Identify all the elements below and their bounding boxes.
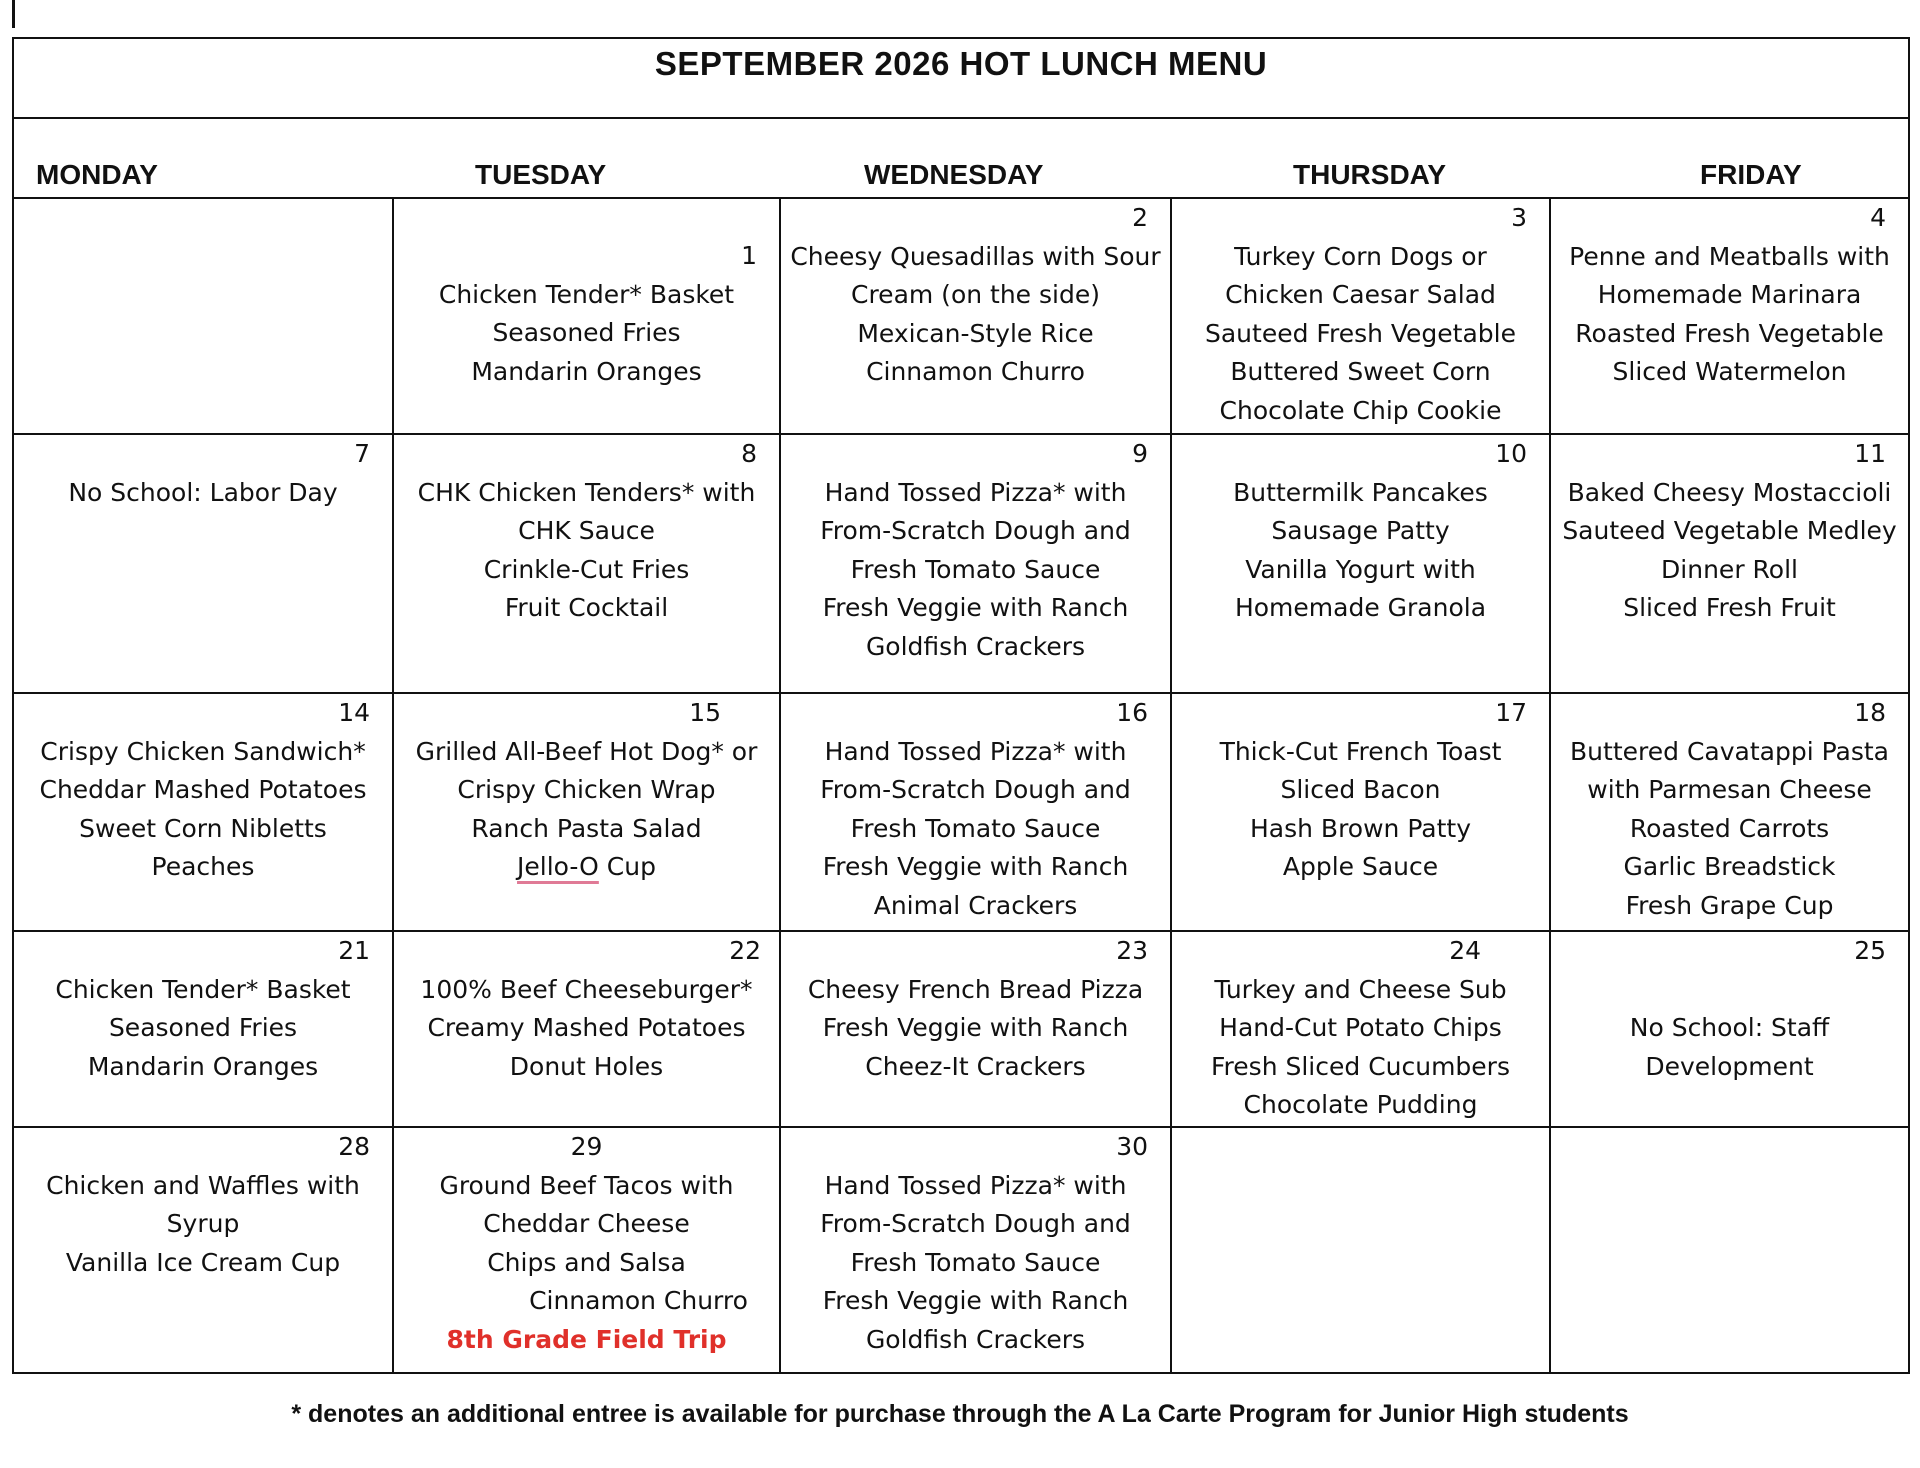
menu-item: Chocolate Chip Cookie — [1219, 395, 1502, 425]
menu-item: Crinkle-Cut Fries — [483, 554, 690, 584]
day-number: 16 — [1116, 698, 1148, 727]
menu-item: Buttered Cavatappi Pasta — [1570, 736, 1890, 766]
menu-item: Chips and Salsa — [487, 1247, 686, 1277]
menu-item: Chicken Tender* Basket — [55, 974, 351, 1004]
menu-item: Hand Tossed Pizza* with — [824, 736, 1127, 766]
day-number: 9 — [1132, 439, 1148, 468]
menu-item: Cheesy French Bread Pizza — [807, 974, 1144, 1004]
day-cell-2 — [780, 198, 1171, 434]
menu-item: Chocolate Pudding — [1243, 1090, 1478, 1119]
day-number: 4 — [1870, 203, 1887, 232]
day-cell-9 — [780, 434, 1171, 693]
menu-item: Creamy Mashed Potatoes — [427, 1013, 746, 1042]
menu-item: Ground Beef Tacos with — [439, 1170, 734, 1200]
menu-item: Turkey and Cheese Sub — [1214, 974, 1507, 1004]
day-cell-29 — [393, 1127, 780, 1373]
day-cell-7 — [13, 434, 393, 693]
spellcheck-word: Jello-O — [517, 852, 599, 881]
menu-item: Mexican-Style Rice — [857, 318, 1094, 348]
footnote: * denotes an additional entree is available for purchase through the A La Carte Program for Junior High students — [291, 1400, 1629, 1428]
weekday-thursday: THURSDAY — [1171, 118, 1550, 198]
field-trip-note: 8th Grade Field Trip — [446, 1324, 727, 1354]
menu-item: Chicken Tender* Basket — [438, 279, 735, 309]
day-number: 15 — [689, 698, 721, 727]
menu-item: No School: Labor Day — [68, 477, 338, 507]
menu-item: Buttermilk Pancakes — [1233, 477, 1488, 507]
weekday-tuesday: TUESDAY — [393, 118, 780, 198]
day-number: 21 — [338, 936, 370, 965]
menu-item: Garlic Breadstick — [1623, 852, 1836, 881]
menu-item: Seasoned Fries — [492, 318, 681, 347]
menu-item: Chicken and Waffles with — [46, 1170, 360, 1200]
menu-item: Hand-Cut Potato Chips — [1219, 1013, 1502, 1042]
menu-item: Goldfish Crackers — [865, 1324, 1086, 1354]
menu-item: Peaches — [151, 852, 255, 881]
menu-item: Crispy Chicken Wrap — [457, 775, 716, 804]
menu-item: Hand Tossed Pizza* with — [824, 1170, 1127, 1200]
day-number: 3 — [1511, 203, 1527, 232]
menu-calendar — [12, 37, 1910, 1374]
day-cell-17 — [1171, 693, 1550, 931]
menu-item: Cinnamon Churro — [866, 357, 1085, 386]
day-number: 24 — [1449, 936, 1481, 965]
menu-item: Sausage Patty — [1271, 516, 1450, 545]
day-cell-23 — [780, 931, 1171, 1127]
day-number: 11 — [1854, 439, 1887, 468]
menu-item: Development — [1645, 1051, 1814, 1081]
menu-item: Crispy Chicken Sandwich* — [40, 736, 366, 766]
weekday-header-row — [13, 118, 1909, 198]
menu-item: Sweet Corn Nibletts — [79, 813, 327, 843]
day-number: 1 — [741, 241, 757, 270]
weekday-wednesday: WEDNESDAY — [780, 118, 1171, 198]
menu-item: From-Scratch Dough and — [820, 516, 1131, 545]
menu-item: Fresh Veggie with Ranch — [822, 852, 1129, 881]
menu-item: Syrup — [166, 1209, 240, 1238]
day-number: 17 — [1495, 698, 1527, 727]
menu-item: Penne and Meatballs with — [1569, 241, 1890, 271]
menu-item: Dinner Roll — [1661, 554, 1798, 584]
menu-item: No School: Staff — [1629, 1013, 1830, 1042]
day-cell-21 — [13, 931, 393, 1127]
day-cell-empty — [1171, 1127, 1550, 1373]
day-cell-8 — [393, 434, 780, 693]
day-cell-22 — [393, 931, 780, 1127]
menu-item: Mandarin Oranges — [87, 1051, 319, 1081]
day-cell-30 — [780, 1127, 1171, 1373]
day-number: 10 — [1495, 439, 1527, 468]
menu-item: Hand Tossed Pizza* with — [824, 477, 1127, 507]
menu-item: Cheddar Mashed Potatoes — [39, 775, 367, 804]
menu-item: Goldfish Crackers — [865, 631, 1086, 661]
day-number: 18 — [1854, 698, 1887, 727]
day-number: 7 — [354, 439, 370, 468]
menu-item: Homemade Marinara — [1597, 280, 1862, 309]
menu-item: From-Scratch Dough and — [820, 1209, 1131, 1238]
week-row-5 — [13, 1127, 1909, 1373]
day-number: 25 — [1854, 936, 1887, 965]
menu-item: Sauteed Fresh Vegetable — [1204, 318, 1516, 348]
menu-item: Cheddar Cheese — [483, 1209, 690, 1238]
menu-item: From-Scratch Dough and — [820, 775, 1131, 804]
menu-item: with Parmesan Cheese — [1587, 775, 1872, 804]
menu-item: Fresh Tomato Sauce — [850, 1247, 1101, 1277]
menu-item: Roasted Fresh Vegetable — [1575, 318, 1884, 348]
menu-item: Sliced Fresh Fruit — [1623, 593, 1836, 622]
day-cell-11 — [1550, 434, 1909, 693]
day-cell-24 — [1171, 931, 1550, 1127]
day-cell-25 — [1550, 931, 1909, 1127]
week-row-2 — [13, 434, 1909, 693]
day-cell-1 — [393, 198, 780, 434]
day-cell-4 — [1550, 198, 1909, 434]
day-cell-18 — [1550, 693, 1909, 931]
day-cell-16 — [780, 693, 1171, 931]
menu-item: Homemade Granola — [1234, 593, 1487, 622]
page-title: SEPTEMBER 2026 HOT LUNCH MENU — [13, 38, 1909, 118]
menu-item: Vanilla Yogurt with — [1245, 554, 1476, 584]
menu-item: Cinnamon Churro — [529, 1286, 748, 1315]
menu-item: Cheez-It Crackers — [865, 1051, 1086, 1081]
menu-item: CHK Sauce — [518, 516, 655, 545]
week-row-4 — [13, 931, 1909, 1127]
menu-item: Cheesy Quesadillas with Sour — [790, 241, 1161, 271]
menu-item: Fresh Veggie with Ranch — [822, 593, 1129, 622]
weekday-monday: MONDAY — [13, 118, 393, 198]
day-number: 22 — [729, 936, 761, 965]
menu-item: Baked Cheesy Mostaccioli — [1567, 477, 1892, 507]
menu-item: Fresh Veggie with Ranch — [822, 1286, 1129, 1315]
day-number: 14 — [338, 698, 370, 727]
menu-item: Donut Holes — [509, 1051, 664, 1081]
menu-item: Seasoned Fries — [108, 1013, 298, 1042]
week-row-3 — [13, 693, 1909, 931]
menu-item: 100% Beef Cheeseburger* — [420, 974, 753, 1004]
day-cell-empty — [13, 198, 393, 434]
menu-item: Hash Brown Patty — [1249, 813, 1472, 843]
menu-item-rest: Cup — [598, 852, 656, 881]
day-number: 30 — [1116, 1132, 1148, 1161]
menu-item: Vanilla Ice Cream Cup — [65, 1247, 341, 1277]
menu-item: Fresh Tomato Sauce — [850, 554, 1101, 584]
menu-item: Thick-Cut French Toast — [1219, 736, 1502, 766]
menu-item: Fresh Grape Cup — [1625, 890, 1834, 920]
menu-item: Turkey Corn Dogs or — [1234, 241, 1487, 271]
day-number: 29 — [570, 1132, 603, 1161]
menu-item: Buttered Sweet Corn — [1230, 357, 1491, 386]
menu-item: Fruit Cocktail — [504, 593, 669, 622]
menu-item: Chicken Caesar Salad — [1225, 280, 1496, 309]
day-cell-empty — [1550, 1127, 1909, 1373]
day-cell-15 — [393, 693, 780, 931]
day-cell-10 — [1171, 434, 1550, 693]
menu-item: Cream (on the side) — [851, 280, 1100, 309]
menu-item: Roasted Carrots — [1629, 813, 1830, 843]
day-cell-3 — [1171, 198, 1550, 434]
menu-item: Sliced Watermelon — [1612, 357, 1847, 386]
menu-item: Fresh Sliced Cucumbers — [1211, 1051, 1510, 1081]
day-cell-14 — [13, 693, 393, 931]
menu-item: Sliced Bacon — [1280, 775, 1441, 804]
menu-item: Mandarin Oranges — [471, 356, 702, 386]
menu-item: Ranch Pasta Salad — [471, 813, 702, 843]
spacer — [1551, 971, 1908, 1010]
week-row-1 — [13, 198, 1909, 434]
menu-item: Apple Sauce — [1282, 852, 1439, 881]
menu-item — [394, 848, 779, 887]
text-cursor — [12, 0, 15, 28]
menu-item: Sauteed Vegetable Medley — [1562, 516, 1897, 545]
menu-item: CHK Chicken Tenders* with — [417, 477, 756, 507]
day-cell-28 — [13, 1127, 393, 1373]
day-number: 23 — [1116, 936, 1148, 965]
menu-item: Fresh Veggie with Ranch — [822, 1013, 1129, 1042]
day-number: 2 — [1132, 203, 1148, 232]
menu-item: Animal Crackers — [873, 890, 1078, 920]
day-number: 28 — [338, 1132, 370, 1161]
menu-item: Fresh Tomato Sauce — [850, 813, 1101, 843]
day-number: 8 — [741, 439, 757, 468]
menu-item: Grilled All-Beef Hot Dog* or — [415, 736, 758, 766]
weekday-friday: FRIDAY — [1550, 118, 1909, 198]
